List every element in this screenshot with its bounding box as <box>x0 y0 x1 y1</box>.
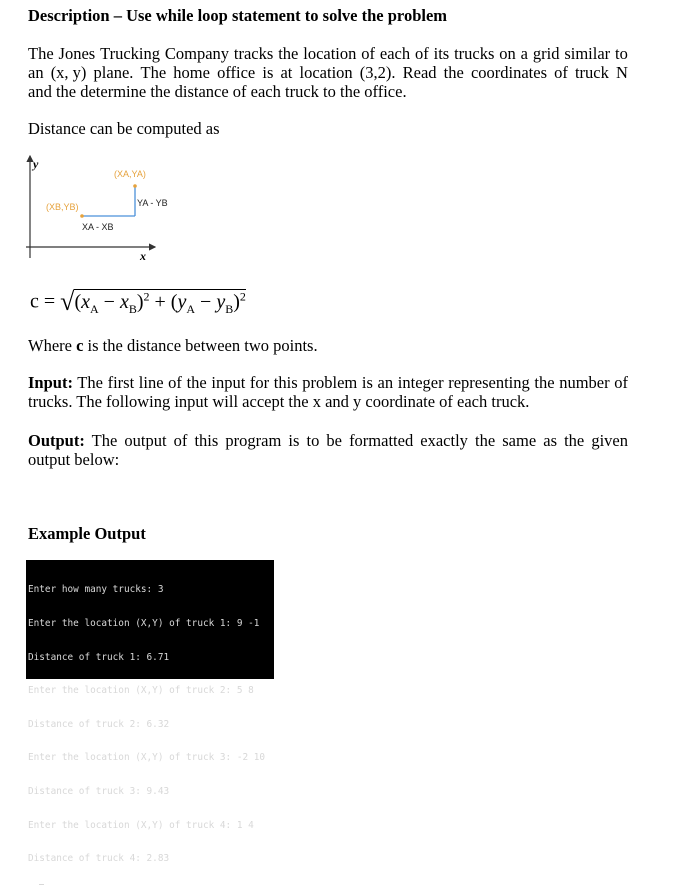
intro-word: trucks <box>454 44 495 63</box>
y-axis-label: y <box>33 157 39 171</box>
intro-word: of <box>361 44 376 63</box>
formula-lhs: c = <box>30 290 56 313</box>
intro-line-2 <box>28 63 628 82</box>
page-title: Description – Use while loop statement to solve the problem <box>28 6 448 25</box>
formula-radicand: $(x_A - x_B)^2 + (y_A - y_B)^2$ <box>74 289 246 316</box>
output-text: The output of this program is to be formatted exactly the same as the given output below: <box>28 431 628 469</box>
console-line: Enter the location (X,Y) of truck 2: 5 8 <box>28 685 254 697</box>
console-line: Enter the location (X,Y) of truck 1: 9 -1 <box>28 618 260 630</box>
intro-word: plane. <box>93 63 134 82</box>
intro-word: is <box>262 63 274 82</box>
input-text: The first line of the input for this problem is an integer representing the number of trucks. The following input will accept the x and y coordinate of each truck. <box>28 373 628 411</box>
intro-word: location <box>303 44 357 63</box>
distance-diagram <box>22 152 172 267</box>
intro-word: Read <box>402 63 437 82</box>
intro-word: similar <box>564 44 611 63</box>
dx-label: XA - XB <box>82 222 114 232</box>
intro-word: of <box>415 44 429 63</box>
intro-word: at <box>280 63 293 82</box>
console-cursor <box>39 884 44 885</box>
intro-word: the <box>278 44 299 63</box>
console-line: Enter the location (X,Y) of truck 3: -2 10 <box>28 752 266 764</box>
intro-word: (x, y) <box>50 63 87 82</box>
console-line: Distance of truck 4: 2.83 <box>28 853 170 865</box>
console-line: Distance of truck 2: 6.32 <box>28 718 170 730</box>
intro-word: on <box>499 44 516 63</box>
output-label: Output: <box>28 431 85 450</box>
intro-word: grid <box>532 44 560 63</box>
where-sentence: Where c is the distance between two points. <box>28 336 318 355</box>
intro-word: N <box>615 63 628 82</box>
console-line: Distance of truck 3: 9.43 <box>28 786 170 798</box>
intro-word: Company <box>164 44 230 63</box>
intro-word: Trucking <box>100 44 160 63</box>
point-a-dot <box>133 184 137 188</box>
sqrt-sign: √ <box>60 286 75 316</box>
input-section <box>28 373 628 411</box>
intro-word: The <box>140 63 167 82</box>
intro-word: (3,2). <box>359 63 396 82</box>
console-line: Enter the location (X,Y) of truck 4: 1 4 <box>28 819 254 831</box>
intro-word: the <box>443 63 464 82</box>
console-line: Distance of truck 1: 6.71 <box>28 651 170 663</box>
intro-paragraph <box>28 44 628 101</box>
intro-word: to <box>615 44 628 63</box>
intro-word: office <box>217 63 256 82</box>
output-section <box>28 431 628 469</box>
distance-formula <box>30 282 246 323</box>
intro-word: The <box>28 44 54 63</box>
x-axis-label: x <box>140 249 146 263</box>
intro-word: an <box>28 63 44 82</box>
intro-word: home <box>173 63 210 82</box>
intro-word: of <box>554 63 568 82</box>
dy-label: YA - YB <box>137 198 168 208</box>
example-console <box>26 560 274 865</box>
intro-word: Jones <box>58 44 96 63</box>
console-line: Enter how many trucks: 3 <box>28 584 164 596</box>
point-b-label: (XB,YB) <box>46 202 79 212</box>
intro-word: location <box>299 63 353 82</box>
intro-word: its <box>433 44 450 63</box>
point-b-dot <box>80 214 84 218</box>
intro-word: truck <box>574 63 609 82</box>
intro-line-1 <box>28 44 628 63</box>
intro-line-3: and the determine the distance of each truck to the office. <box>28 82 407 101</box>
point-a-label: (XA,YA) <box>114 169 146 179</box>
intro-word: each <box>379 44 411 63</box>
example-output-title: Example Output <box>28 524 146 543</box>
input-label: Input: <box>28 373 73 392</box>
distance-lead: Distance can be computed as <box>28 119 220 138</box>
intro-word: coordinates <box>470 63 547 82</box>
intro-word: a <box>520 44 528 63</box>
intro-word: tracks <box>233 44 274 63</box>
where-c: c <box>76 336 84 355</box>
